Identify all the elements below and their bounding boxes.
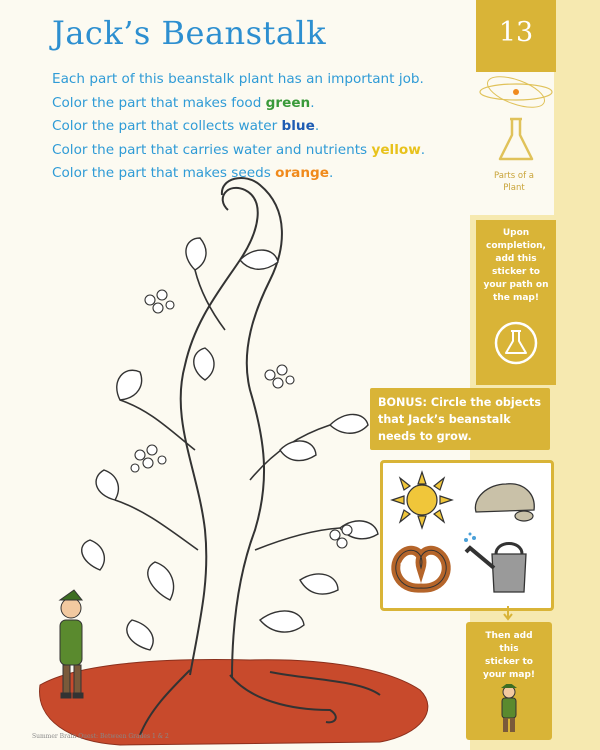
rock-icon[interactable]	[470, 476, 542, 524]
beanstalk-leaves	[82, 238, 378, 650]
instruction-intro: Each part of this beanstalk plant has an important job.	[52, 71, 424, 87]
page-number: 13	[476, 0, 556, 72]
keyword-green: green	[265, 94, 311, 111]
beanstalk-flowers	[131, 290, 352, 548]
sticker-instructions: Upon completion, add this sticker to your path on the map!	[483, 228, 549, 303]
topic-label: Parts of a Plant	[493, 171, 534, 193]
instruction-seeds: Color the part that makes seeds orange.	[52, 165, 334, 181]
sun-icon[interactable]	[388, 470, 456, 530]
beanstalk-illustration[interactable]	[0, 150, 470, 750]
keyword-blue: blue	[281, 118, 315, 134]
orbit-decoration	[474, 72, 558, 112]
jack-sticker-icon	[497, 684, 521, 736]
sticker-flask-icon	[493, 320, 539, 366]
page-title: Jack’s Beanstalk	[52, 14, 327, 52]
beanstalk-branch	[115, 270, 340, 550]
watering-can-icon[interactable]	[462, 532, 542, 598]
flask-icon	[496, 115, 536, 165]
final-instructions: Then add this sticker to your map!	[482, 631, 536, 680]
pretzel-icon[interactable]	[388, 538, 454, 596]
bonus-text: BONUS: Circle the objects that Jack’s beanstalk needs to grow.	[378, 396, 541, 443]
keyword-yellow: yellow	[371, 141, 421, 158]
instruction-food: Color the part that makes food green.	[52, 94, 315, 111]
instruction-water: Color the part that collects water blue.	[52, 118, 320, 134]
keyword-orange: orange	[275, 165, 329, 181]
instruction-stem: Color the part that carries water and nutrients yellow.	[52, 141, 426, 158]
down-arrow-icon	[502, 606, 514, 622]
page-footer: Summer Brain Quest: Between Grades 1 & 2	[32, 733, 169, 740]
